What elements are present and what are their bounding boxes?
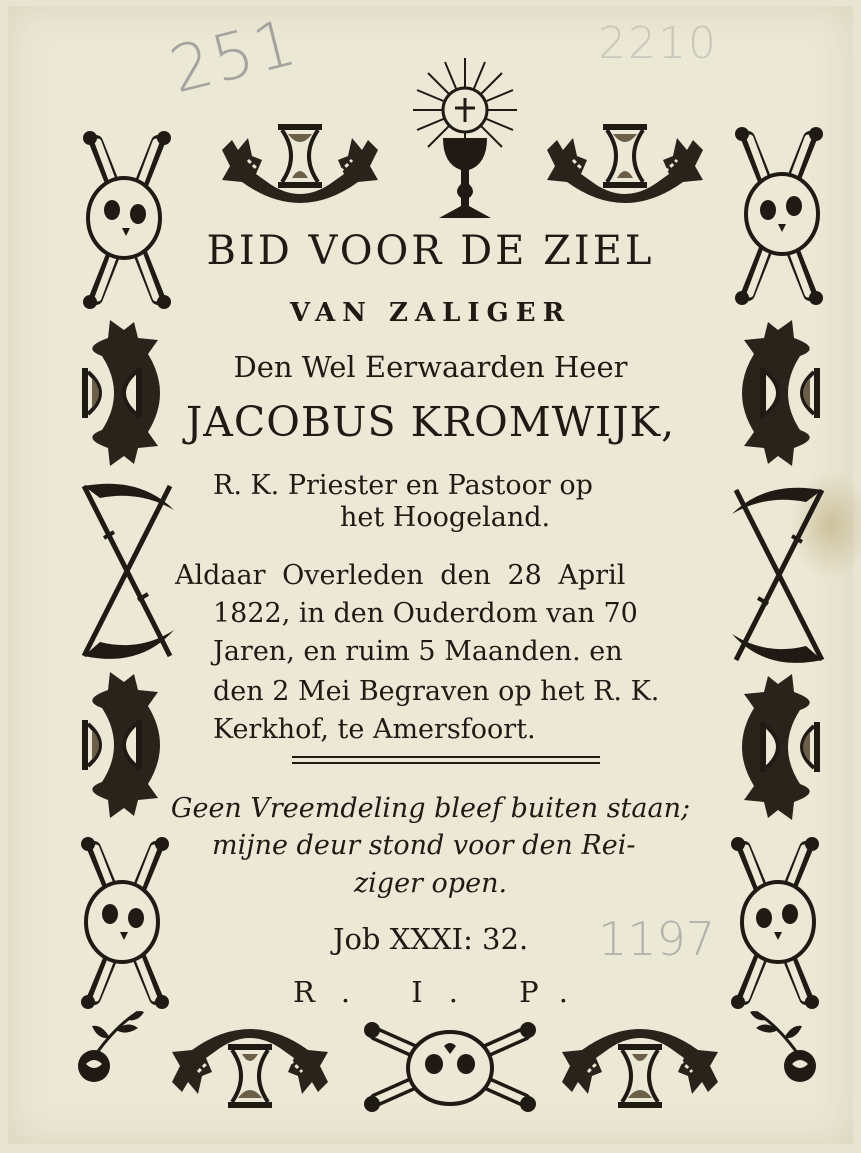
- skull-crossbones-icon: [364, 1020, 536, 1112]
- verse-line: mijne deur stond voor den Rei-: [212, 830, 636, 861]
- pencil-annotation-top-right: 2210: [598, 18, 718, 69]
- chalice-icon: [403, 56, 527, 224]
- closing-rip: R. I. P.: [292, 975, 595, 1009]
- body-line: 1822, in den Ouderdom van 70: [213, 598, 638, 629]
- scythe-icon: [80, 480, 176, 660]
- skull-crossbones-icon: [732, 128, 824, 304]
- skull-crossbones-icon: [80, 132, 172, 308]
- divider-rule: [292, 762, 600, 764]
- heading: BID VOOR DE ZIEL: [206, 228, 655, 274]
- hourglass-wreath-icon: [218, 120, 382, 210]
- scythe-icon: [730, 484, 826, 664]
- honorific: Den Wel Eerwaarden Heer: [233, 350, 628, 384]
- body-line: R. K. Priester en Pastoor op: [213, 470, 593, 501]
- subheading: VAN ZALIGER: [289, 298, 572, 328]
- body-line: den 2 Mei Begraven op het R. K.: [213, 676, 660, 707]
- hourglass-wreath-icon: [558, 1020, 722, 1112]
- verse-line: Geen Vreemdeling bleef buiten staan;: [170, 793, 691, 824]
- body-line: Jaren, en ruim 5 Maanden. en: [213, 636, 623, 667]
- body-line: het Hoogeland.: [340, 502, 551, 533]
- divider-rule: [292, 756, 600, 758]
- body-line: Aldaar Overleden den 28 April: [175, 560, 626, 591]
- rose-icon: [76, 1006, 146, 1086]
- pencil-annotation-right: 1197: [598, 912, 716, 966]
- hourglass-wreath-icon: [168, 1020, 332, 1112]
- rose-icon: [748, 1006, 818, 1086]
- verse-line: ziger open.: [353, 868, 508, 899]
- body-line: Kerkhof, te Amersfoort.: [213, 714, 536, 745]
- hourglass-wreath-icon: [543, 120, 707, 210]
- pencil-annotation-top-left: 251: [162, 5, 306, 109]
- deceased-name: JACOBUS KROMWIJK,: [185, 398, 676, 446]
- scripture-citation: Job XXXI: 32.: [332, 922, 529, 956]
